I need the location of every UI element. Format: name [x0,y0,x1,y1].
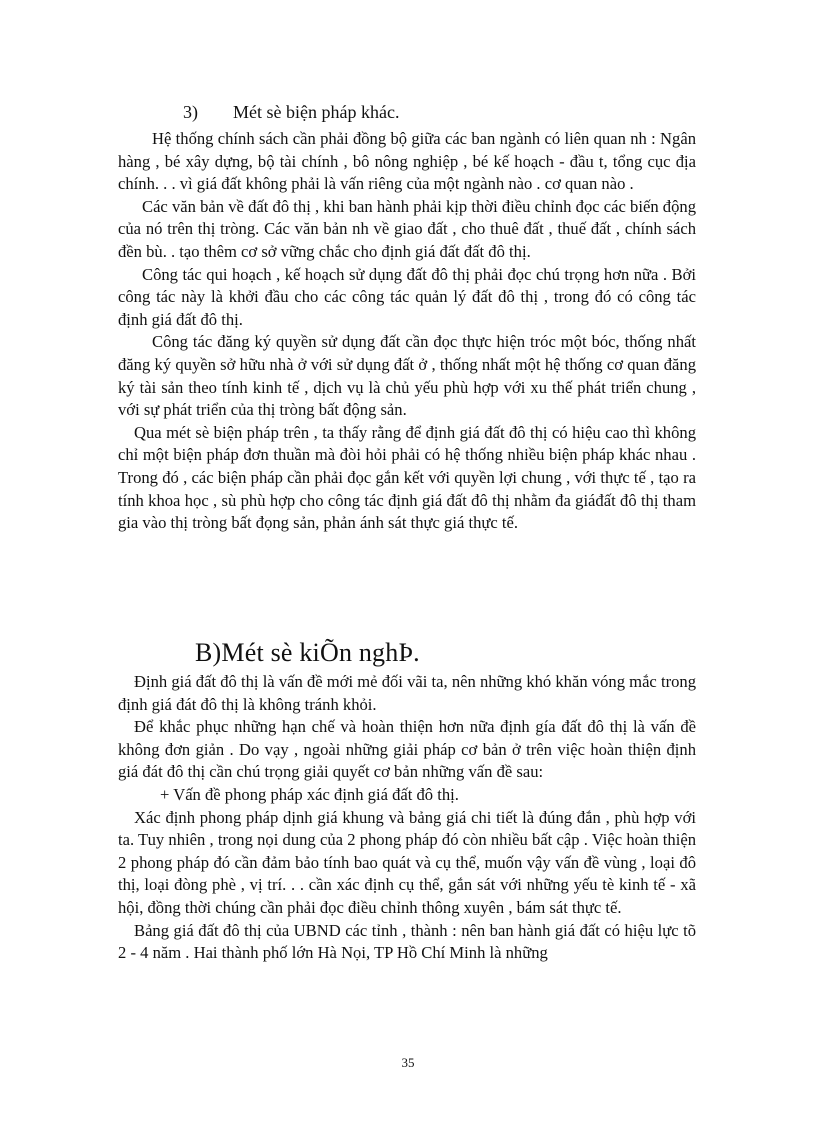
heading-3-title: Mét sè biện pháp khác. [233,102,400,122]
paragraph: Hệ thống chính sách cần phải đồng bộ giữa các ban ngành có liên quan nh : Ngân hàng , bé xây dựng, bộ tài chính , bô nông nghiệp , bé kế hoạch - đầu t, tổng cục địa chính. . . vì giá đất không phải là vấn riêng của một ngành nào . cơ quan nào . [118,129,696,194]
paragraph: Xác định phong pháp dịnh giá khung và bảng giá chi tiết là đúng đắn , phù hợp với ta. Tuy nhiên , trong nọi dung của 2 phong pháp đó còn nhiều bất cập . Việc hoàn thiện 2 phong pháp đó cần đảm bảo tính bao quát và cụ thể, muốn vậy vấn đề vùng , loại đô thị, loại đòng phè , vị trí. . . cần xác định cụ thể, gắn sát với những yếu tè kinh tế - xã hội, đồng thời chúng cần phải đọc điều chỉnh thông xuyên , bám sát thực tế. [118,807,696,917]
bullet-item: + Vấn đề phong pháp xác định giá đất đô thị. [160,784,459,804]
paragraph: Công tác đăng ký quyền sử dụng đất cần đọc thực hiện tróc một bóc, thống nhất đăng ký quyền sở hữu nhà ở với sử dụng đất ở , thống nhất một hệ thống cơ quan đăng ký tài sản theo tính kinh tế , dịch vụ là chủ yếu phù hợp với xu thế phát triển chung , với sự phát triển của thị tròng bất động sản. [118,332,696,420]
paragraph: Để khắc phục những hạn chế và hoàn thiện hơn nữa định gía đất đô thị là vấn đề không đơn giản . Do vạy , ngoài những giải pháp cơ bản ở trên việc hoàn thiện định giá đát đô thị cần chú trọng giải quyết cơ bản những vấn đề sau: [118,717,696,782]
section-1-body [118,128,696,535]
paragraph: Các văn bản về đất đô thị , khi ban hành phải kịp thời điều chỉnh đọc các biến động của nó trên thị tròng. Các văn bản nh về giao đất , cho thuê đất , thuế đất , chính sách đền bù. . tạo thêm cơ sở vững chắc cho định giá đất đất đô thị. [118,196,696,261]
paragraph: Bảng giá đất đô thị của UBND các tỉnh , thành : nên ban hành giá đất có hiệu lực tõ 2 - 4 năm . Hai thành phố lớn Hà Nọi, TP Hồ Chí Minh là những [118,920,696,963]
heading-b: B)Mét sè kiÕn nghÞ. [195,638,420,667]
paragraph: Định giá đất đô thị là vấn đề mới mẻ đối vãi ta, nên những khó khăn vóng mắc trong định giá đát đô thị là không tránh khỏi. [118,672,696,714]
paragraph: Qua mét sè biện pháp trên , ta thấy rằng để định giá đất đô thị có hiệu cao thì không chỉ một biện pháp đơn thuần mà đòi hỏi phải có hệ thống nhiều biện pháp khác nhau . Trong đó , các biện pháp cần phải đọc gắn kết với quyền lợi chung , với thực tế , tạo ra tính khoa học , sù phù hợp cho công tác định giá đất đô thị nhằm đa giáđất đô thị tham gia vào thị tròng bất đọng sản, phản ánh sát thực giá thực tế. [118,422,696,533]
section-2-body [118,671,696,965]
page-number: 35 [401,1055,415,1070]
heading-3-number: 3) [183,102,198,122]
heading-3 [183,102,399,123]
paragraph: Công tác qui hoạch , kế hoạch sử dụng đất đô thị phải đọc chú trọng hơn nữa . Bởi công tác này là khởi đầu cho các công tác quản lý đất đô thị , trong đó có công tác định giá đất đô thị. [118,264,696,329]
